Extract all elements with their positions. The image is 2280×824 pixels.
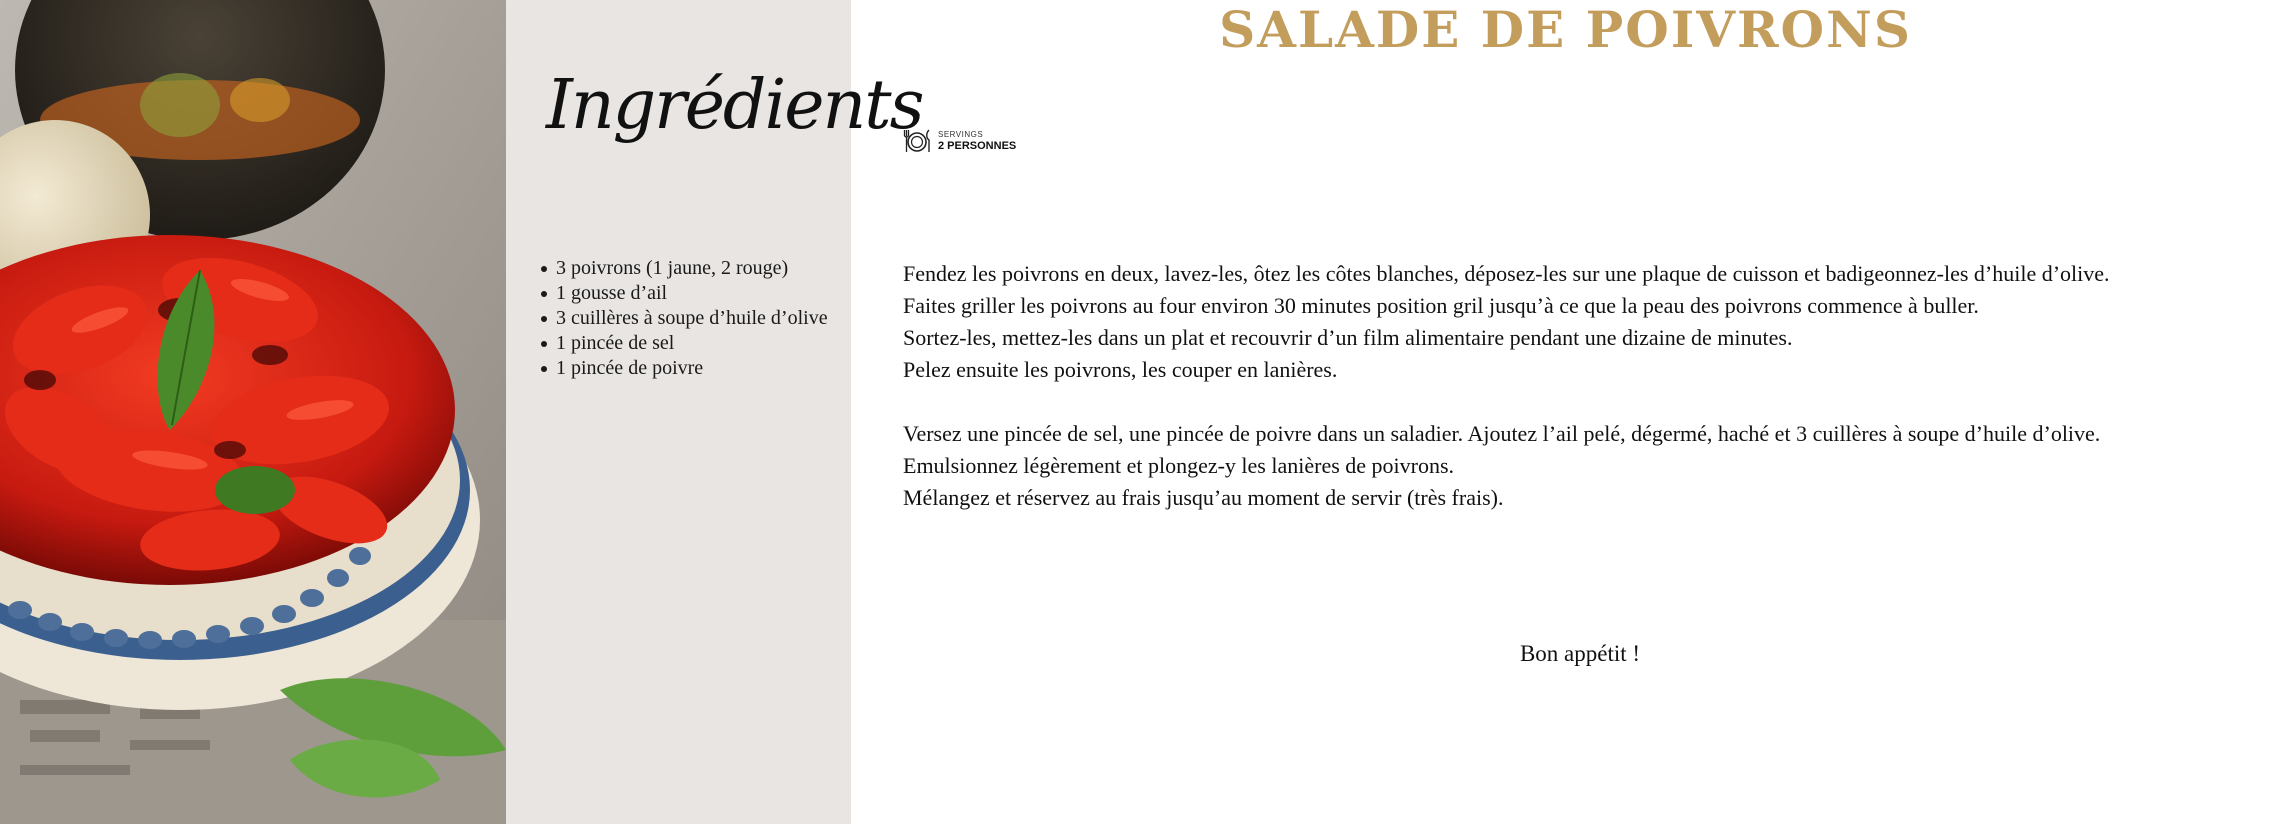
paragraph-spacer bbox=[903, 386, 2110, 418]
ingredient-item: 3 cuillères à soupe d’huile d’olive bbox=[556, 307, 828, 329]
instruction-line: Sortez-les, mettez-les dans un plat et recouvrir d’un film alimentaire pendant une dizaine de minutes. bbox=[903, 325, 1793, 350]
recipe-instructions bbox=[903, 258, 2110, 514]
instruction-line: Pelez ensuite les poivrons, les couper en lanières. bbox=[903, 357, 1338, 382]
instruction-line: Faites griller les poivrons au four environ 30 minutes position gril jusqu’à ce que la peau des poivrons commence à buller. bbox=[903, 293, 1979, 318]
plate-cutlery-icon bbox=[902, 126, 932, 156]
instruction-line: Mélangez et réservez au frais jusqu’au moment de servir (très frais). bbox=[903, 485, 1504, 510]
ingredient-item: 1 pincée de sel bbox=[556, 331, 828, 356]
recipe-photo bbox=[0, 0, 506, 824]
closing-text: Bon appétit ! bbox=[1519, 641, 1641, 666]
ingredient-item: 3 poivrons (1 jaune, 2 rouge) bbox=[556, 256, 828, 281]
ingredients-heading: Ingrédients bbox=[546, 66, 923, 145]
ingredients-list bbox=[556, 256, 828, 381]
recipe-title: SALADE DE POIVRONS bbox=[1219, 0, 1912, 59]
ingredient-item: 1 pincée de poivre bbox=[556, 356, 828, 381]
instruction-line: Emulsionnez légèrement et plongez-y les lanières de poivrons. bbox=[903, 453, 1455, 478]
instruction-line: Fendez les poivrons en deux, lavez-les, ôtez les côtes blanches, déposez-les sur une plaque de cuisson et badigeonnez-les d’huile d’olive. bbox=[903, 261, 2110, 286]
servings-info bbox=[902, 126, 1016, 156]
ingredients-panel bbox=[506, 0, 923, 824]
ingredient-item: 1 gousse d’ail bbox=[556, 281, 828, 306]
instruction-line: Versez une pincée de sel, une pincée de poivre dans un saladier. Ajoutez l’ail pelé, dégermé, haché et 3 cuillères à soupe d’huile d’olive. bbox=[903, 421, 2101, 446]
servings-value: 2 PERSONNES bbox=[938, 139, 1017, 152]
servings-label: SERVINGS bbox=[938, 129, 984, 139]
